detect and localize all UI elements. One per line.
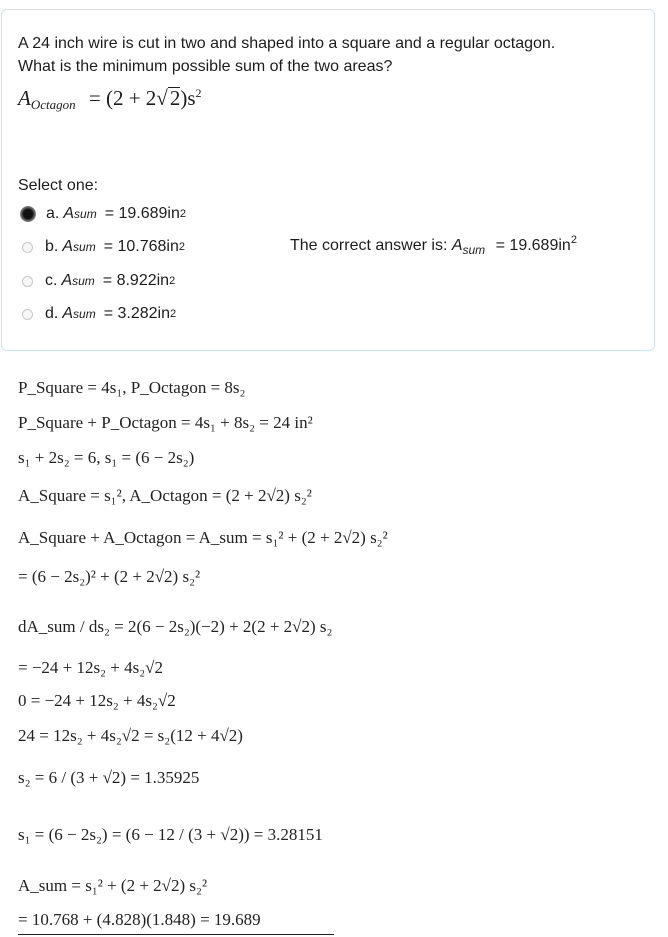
- correct-answer-exponent: 2: [570, 234, 577, 246]
- question-text: [18, 32, 638, 78]
- option-value: = 19.689in: [104, 205, 180, 222]
- option-value: = 8.922in: [102, 272, 170, 289]
- solution-line: 24 = 12s₂ + 4s₂√2 = s₂(12 + 4√2): [18, 726, 243, 745]
- question-line-2: What is the minimum possible sum of the two areas?: [18, 58, 393, 75]
- divider: [18, 934, 334, 935]
- option-exponent: 2: [169, 275, 176, 287]
- formula-exponent: 2: [195, 86, 202, 100]
- radio-icon[interactable]: [22, 309, 33, 320]
- solution-line: = 10.768 + (4.828)(1.848) = 19.689: [18, 910, 261, 929]
- select-one-label: Select one:: [18, 177, 99, 194]
- option-subscript: sum: [73, 240, 96, 254]
- solution-line: dA_sum / ds₂ = 2(6 − 2s₂)(−2) + 2(2 + 2√2) s₂: [18, 617, 333, 636]
- option-subscript: sum: [74, 207, 97, 221]
- solution-line: P_Square + P_Octagon = 4s₁ + 8s₂ = 24 in²: [18, 413, 313, 432]
- option-exponent: 2: [169, 308, 177, 320]
- correct-answer-value: = 19.689in: [495, 237, 571, 254]
- radio-selected-icon[interactable]: [20, 206, 36, 222]
- option-value: = 10.768in: [103, 238, 179, 255]
- option-exponent: 2: [178, 241, 185, 253]
- sqrt-symbol: √: [156, 86, 168, 110]
- formula-rhs: = (2 + 2: [88, 86, 157, 110]
- formula-sqrt-arg: 2: [169, 86, 181, 110]
- formula-subscript: Octagon: [30, 97, 76, 112]
- solution-line: s₁ + 2s₂ = 6, s₁ = (6 − 2s₂): [18, 448, 195, 467]
- correct-answer: [290, 234, 577, 257]
- option-symbol: A: [62, 238, 74, 255]
- option-symbol: A: [61, 272, 73, 289]
- correct-answer-prefix: The correct answer is:: [290, 237, 452, 254]
- option-c[interactable]: [22, 270, 175, 292]
- octagon-area-formula: [18, 86, 202, 113]
- solution-line: = −24 + 12s₂ + 4s₂√2: [18, 658, 164, 677]
- option-exponent: 2: [179, 208, 186, 220]
- option-symbol: A: [63, 205, 75, 222]
- option-d[interactable]: [22, 303, 176, 325]
- solution-line: A_Square = s₁², A_Octagon = (2 + 2√2) s₂²: [18, 486, 312, 505]
- solution-line: P_Square = 4s₁, P_Octagon = 8s₂: [18, 378, 246, 397]
- solution-line: A_sum = s₁² + (2 + 2√2) s₂²: [18, 876, 208, 895]
- option-subscript: sum: [73, 307, 96, 321]
- option-subscript: sum: [72, 274, 95, 288]
- option-b[interactable]: [22, 236, 185, 258]
- option-letter: a.: [46, 205, 60, 222]
- option-a[interactable]: [22, 203, 186, 225]
- radio-icon[interactable]: [22, 276, 33, 287]
- solution-line: 0 = −24 + 12s₂ + 4s₂√2: [18, 691, 176, 710]
- solution-line: = (6 − 2s₂)² + (2 + 2√2) s₂²: [18, 567, 201, 586]
- question-line-1: A 24 inch wire is cut in two and shaped into a square and a regular octagon.: [18, 35, 556, 52]
- formula-tail: )s: [180, 86, 196, 110]
- radio-icon[interactable]: [22, 242, 33, 253]
- option-value: = 3.282in: [103, 305, 170, 322]
- option-symbol: A: [62, 305, 74, 322]
- option-letter: b.: [45, 238, 59, 255]
- option-letter: d.: [45, 305, 59, 322]
- formula-symbol: A: [18, 86, 31, 110]
- solution-line: s₂ = 6 / (3 + √2) = 1.35925: [18, 768, 200, 787]
- solution-line: s₁ = (6 − 2s₂) = (6 − 12 / (3 + √2)) = 3.28151: [18, 825, 323, 844]
- solution-line: A_Square + A_Octagon = A_sum = s₁² + (2 + 2√2) s₂²: [18, 528, 388, 547]
- correct-answer-subscript: sum: [462, 243, 486, 257]
- correct-answer-symbol: A: [451, 237, 463, 254]
- option-letter: c.: [45, 272, 58, 289]
